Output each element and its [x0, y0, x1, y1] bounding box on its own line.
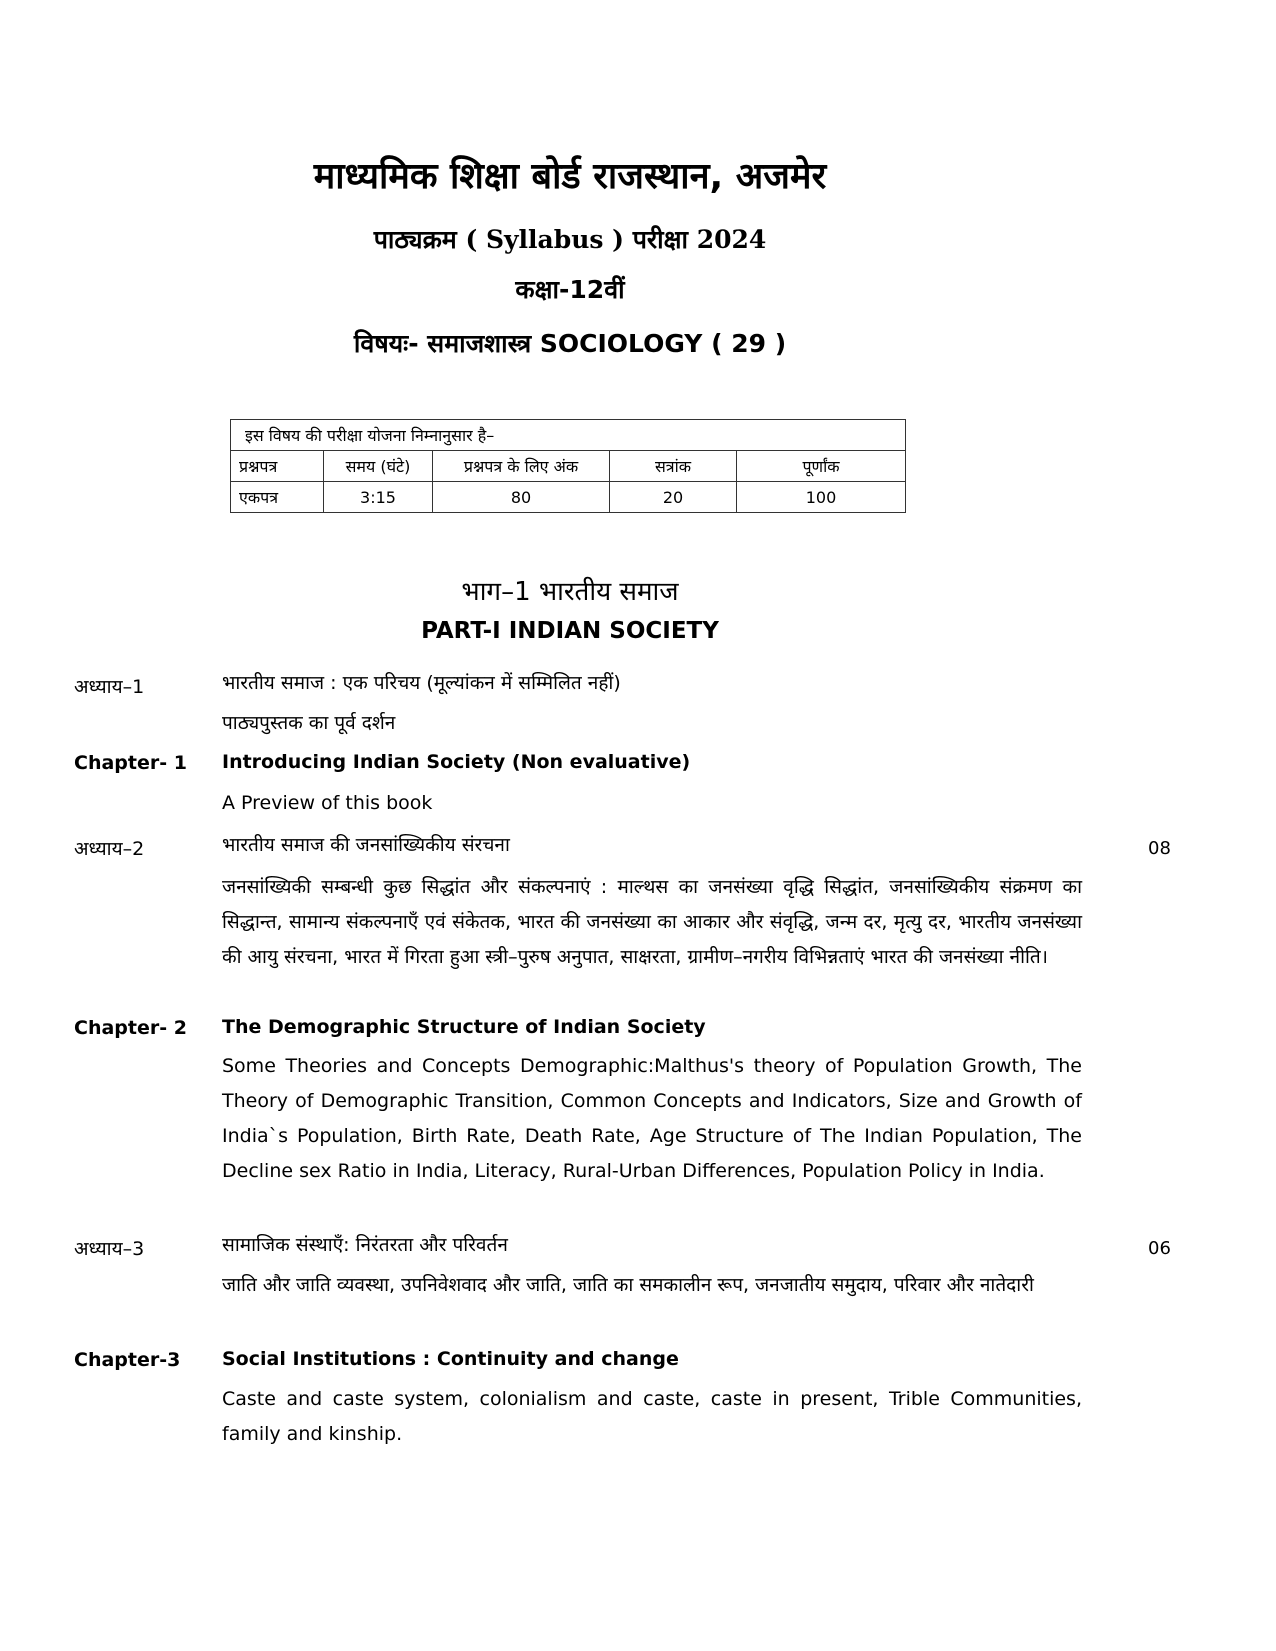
subject-title: विषयः- समाजशास्त्र SOCIOLOGY ( 29 )	[353, 329, 787, 358]
header-cell: सत्रांक	[610, 451, 737, 482]
chapter-title-hindi: सामाजिक संस्थाएँ: निरंतरता और परिवर्तन	[222, 1234, 508, 1256]
chapter-marks: 06	[1148, 1238, 1171, 1259]
class-title: कक्षा-12वीं	[515, 275, 625, 304]
chapter-content-hindi: पाठ्यपुस्तक का पूर्व दर्शन	[222, 712, 396, 734]
chapter-title-english: Social Institutions : Continuity and change	[222, 1348, 679, 1370]
chapter-content-english: A Preview of this book	[222, 792, 433, 814]
chapter-title-english: The Demographic Structure of Indian Society	[222, 1016, 706, 1038]
table-header-row	[231, 451, 906, 482]
chapter-label-hindi: अध्याय–1	[74, 676, 145, 698]
header-cell: प्रश्नपत्र	[231, 451, 324, 482]
table-cell: 20	[610, 482, 737, 513]
chapter-label-english: Chapter- 1	[74, 752, 187, 774]
table-cell: 80	[433, 482, 610, 513]
board-title: माध्यमिक शिक्षा बोर्ड राजस्थान, अजमेर	[313, 156, 827, 197]
table-caption: इस विषय की परीक्षा योजना निम्नानुसार है–	[231, 420, 906, 451]
chapter-content-hindi: जाति और जाति व्यवस्था, उपनिवेशवाद और जाति, जाति का समकालीन रूप, जनजातीय समुदाय, परिवार और नातेदारी	[222, 1274, 1034, 1296]
table-cell: 3:15	[324, 482, 433, 513]
table-row	[231, 482, 906, 513]
header-cell: प्रश्नपत्र के लिए अंक	[433, 451, 610, 482]
part-title-hindi: भाग–1 भारतीय समाज	[461, 577, 679, 607]
table-cell: एकपत्र	[231, 482, 324, 513]
chapter-content-english: Some Theories and Concepts Demographic:Malthus's theory of Population Growth, The Theory of Demographic Transition, Common Concepts and Indicators, Size and Growth of India`s Population, Birth Rate, Death Rate, Age Structure of The Indian Population, The Decline sex Ratio in India, Literacy, Rural-Urban Differences, Population Policy in India.	[222, 1055, 1082, 1182]
chapter-label-hindi: अध्याय–2	[74, 838, 145, 860]
chapter-title-hindi: भारतीय समाज : एक परिचय (मूल्यांकन में सम्मिलित नहीं)	[222, 672, 621, 694]
exam-scheme-table	[230, 419, 906, 513]
chapter-marks: 08	[1148, 838, 1171, 859]
chapter-label-hindi: अध्याय–3	[74, 1238, 145, 1260]
chapter-label-english: Chapter-3	[74, 1349, 181, 1371]
chapter-title-hindi: भारतीय समाज की जनसांख्यिकीय संरचना	[222, 834, 510, 856]
chapter-content-hindi: जनसांख्यिकी सम्बन्धी कुछ सिद्धांत और संकल्पनाएं : माल्थस का जनसंख्या वृद्धि सिद्धांत, जनसांख्यिकीय संक्रमण का सिद्धान्त, सामान्य संकल्पनाएँ एवं संकेतक, भारत की जनसंख्या का आकार और संवृद्धि, जन्म दर, मृत्यु दर, भारतीय जनसंख्या की आयु संरचना, भारत में गिरता हुआ स्त्री–पुरुष अनुपात, साक्षरता, ग्रामीण–नगरीय विभिन्नताएं भारत की जनसंख्या नीति।	[222, 876, 1082, 968]
part-title-english: PART-I INDIAN SOCIETY	[421, 618, 719, 644]
table-caption-row	[231, 420, 906, 451]
header-cell: समय (घंटे)	[324, 451, 433, 482]
chapter-content-english: Caste and caste system, colonialism and caste, caste in present, Trible Communities, family and kinship.	[222, 1388, 1082, 1445]
chapter-title-english: Introducing Indian Society (Non evaluative)	[222, 751, 691, 773]
header-cell: पूर्णांक	[737, 451, 906, 482]
table-cell: 100	[737, 482, 906, 513]
chapter-label-english: Chapter- 2	[74, 1017, 187, 1039]
syllabus-title: पाठ्यक्रम ( Syllabus ) परीक्षा 2024	[373, 225, 767, 254]
